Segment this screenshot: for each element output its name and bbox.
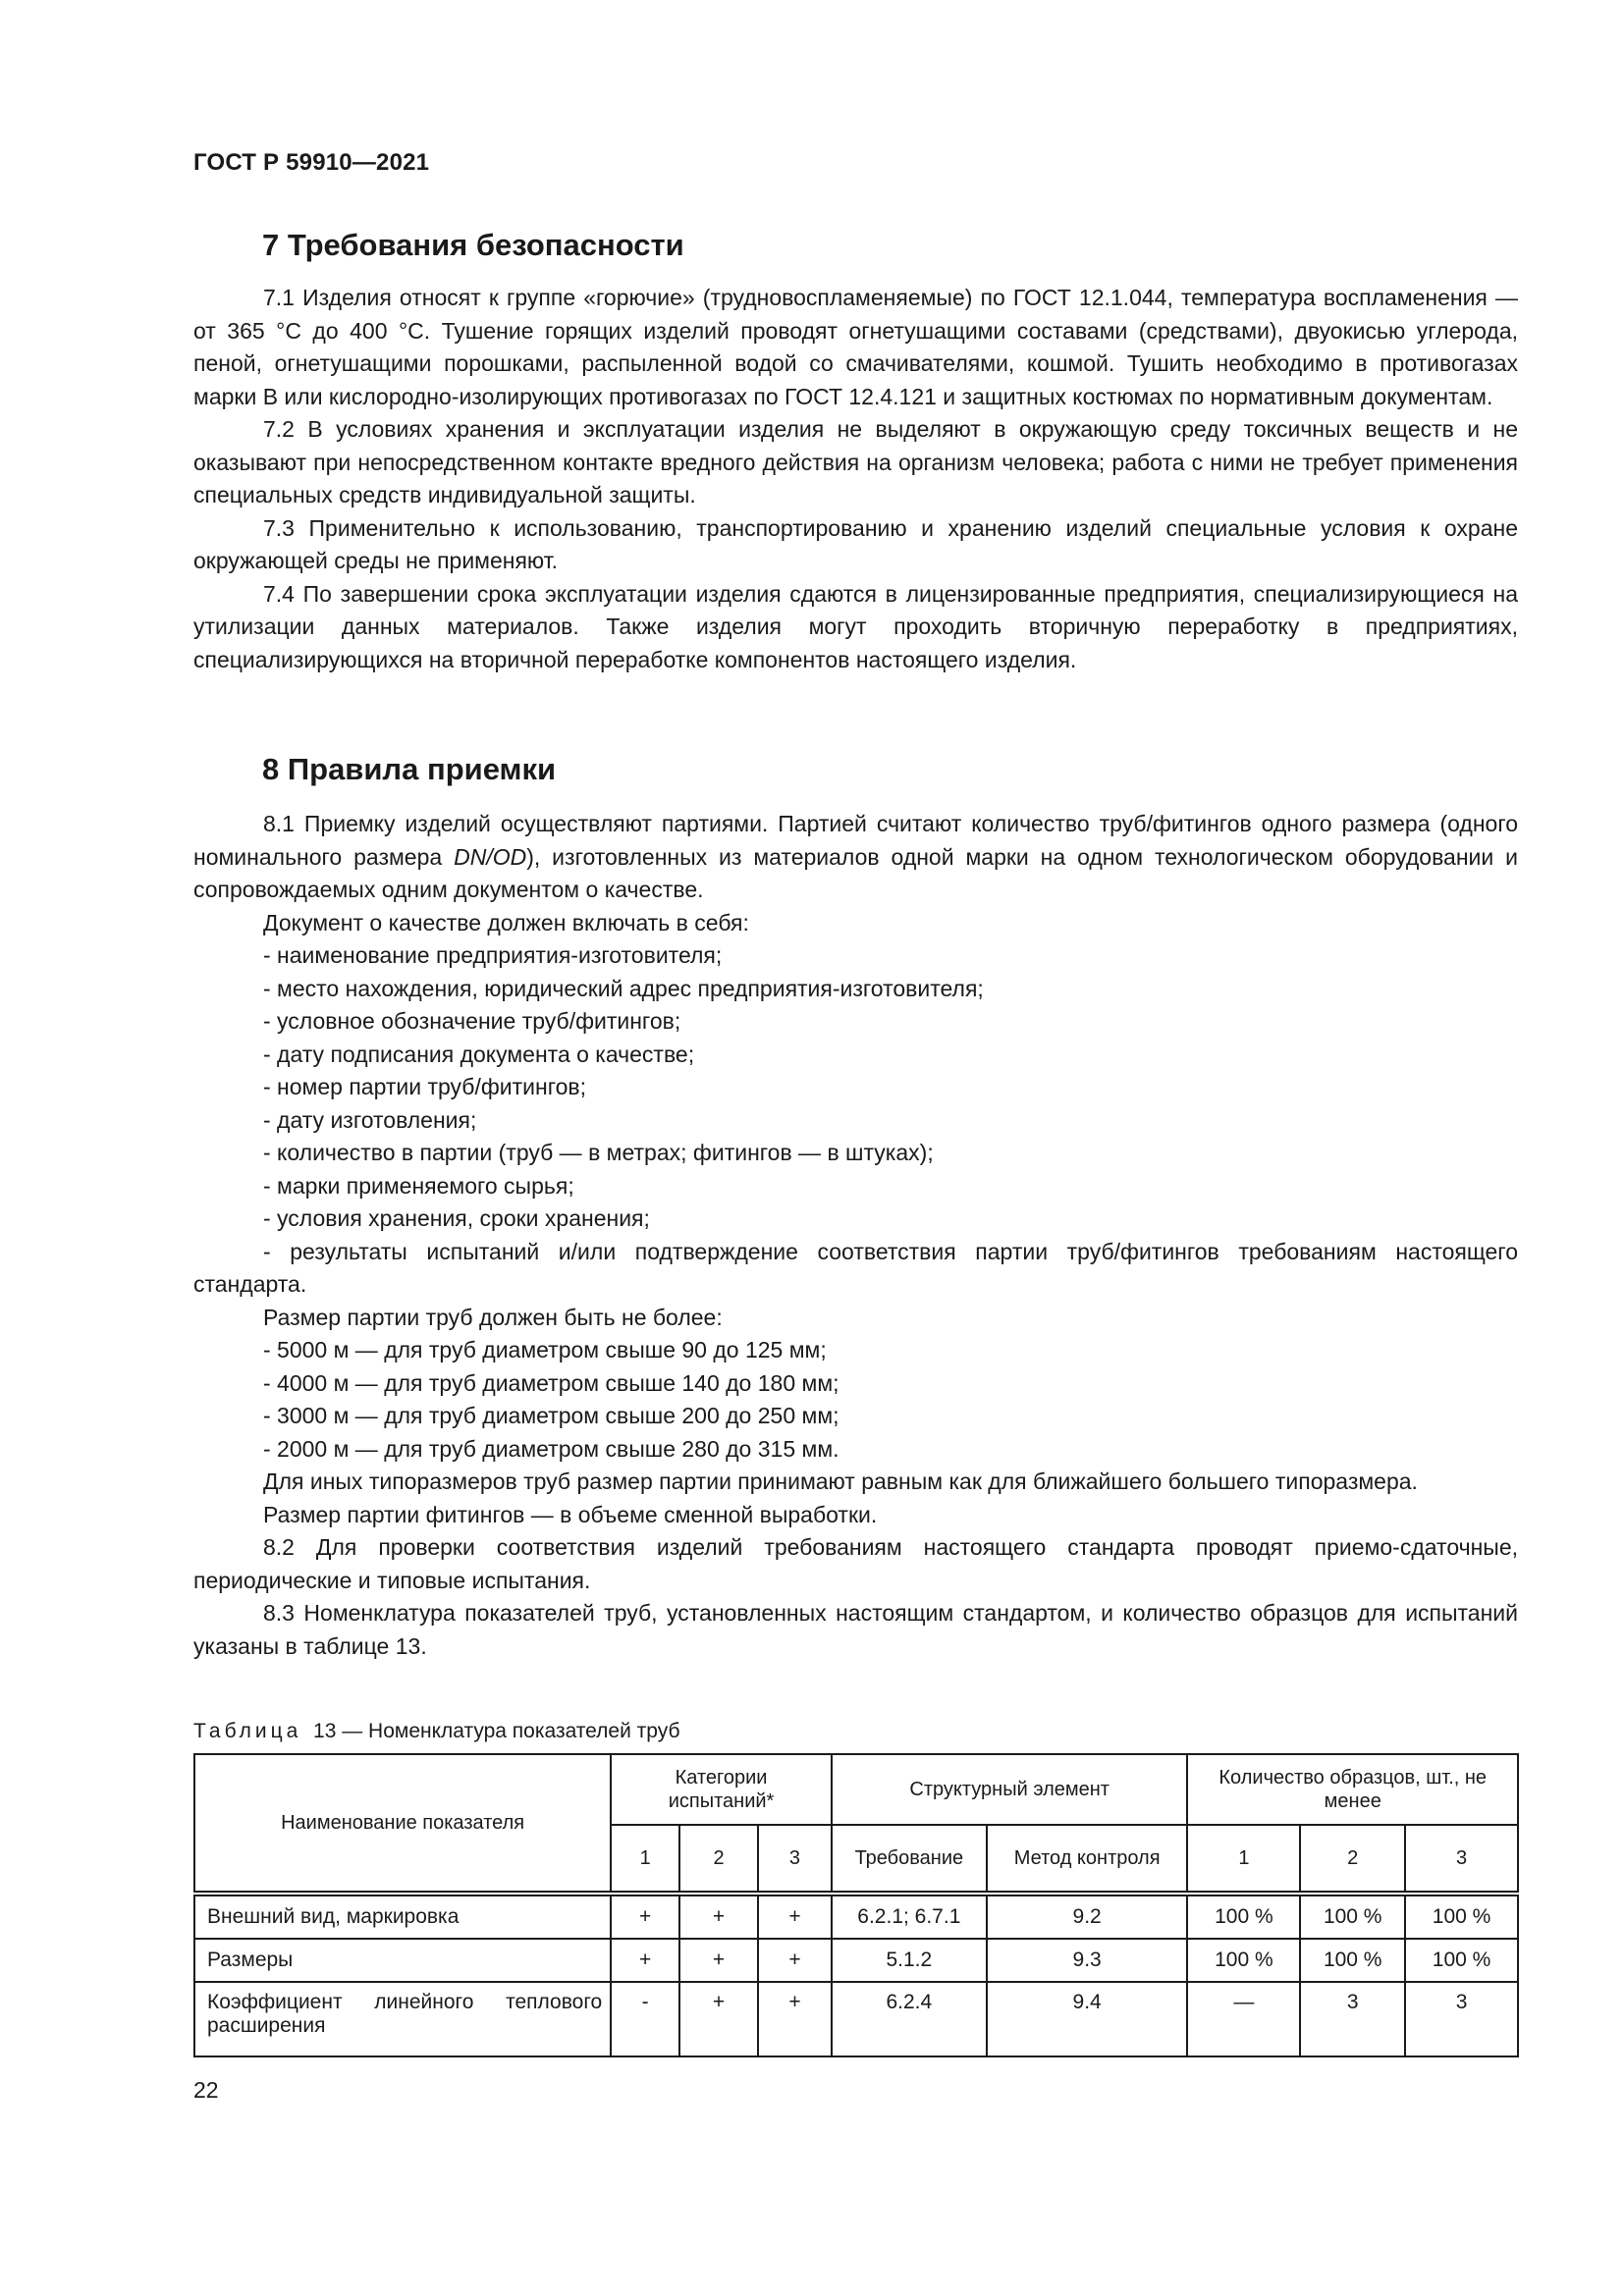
cell-requirement: 5.1.2 [832,1939,987,1982]
section-8-body [193,808,1518,1663]
table-13-caption [193,1720,679,1743]
header-structural-element: Структурный элемент [832,1754,1188,1825]
cell-method: 9.2 [987,1894,1188,1939]
paragraph-7-4: 7.4 По завершении срока эксплуатации изделия сдаются в лицензированные предприятия, специализирующиеся на утилизации данных материалов. Также изделия могут проходить вторичную переработку в предприятиях, специализирующихся на вторичной переработке компонентов настоящего изделия. [193,580,1518,672]
header-category-1: 1 [611,1825,679,1894]
cell-category: + [679,1894,758,1939]
cell-samples: 100 % [1405,1894,1518,1939]
cell-samples: — [1187,1982,1300,2056]
cell-category: + [611,1894,679,1939]
cell-category: - [611,1982,679,2056]
quality-doc-intro: Документ о качестве должен включать в себя: [263,909,749,935]
paragraph-8-1: 8.1 Приемку изделий осуществляют партиями. Партией считают количество труб/фитингов одного размера (одного номинального размера DN/OD), изготовленных из материалов одной марки на одном технологическом оборудовании и сопровождаемых одним документом о качестве. [193,811,1518,902]
document-id-header: ГОСТ Р 59910—2021 [193,149,430,176]
table-row [194,1939,1518,1982]
page-number: 22 [193,2077,219,2103]
header-samples-2: 2 [1300,1825,1405,1894]
quality-doc-item: - условное обозначение труб/фитингов; [263,1008,681,1034]
dn-od-term: DN/OD [454,843,527,870]
cell-samples: 100 % [1300,1894,1405,1939]
fittings-batch-paragraph: Размер партии фитингов — в объеме сменной выработки. [263,1501,878,1527]
quality-doc-item: - место нахождения, юридический адрес предприятия-изготовителя; [263,975,984,1001]
quality-doc-item: - условия хранения, сроки хранения; [263,1205,650,1231]
header-sample-count: Количество образцов, шт., не менее [1187,1754,1518,1825]
cell-requirement: 6.2.1; 6.7.1 [832,1894,987,1939]
quality-doc-item: - наименование предприятия-изготовителя; [263,942,723,968]
table-row [194,1982,1518,2056]
cell-samples: 100 % [1187,1939,1300,1982]
header-category-2: 2 [679,1825,758,1894]
paragraph-7-2: 7.2 В условиях хранения и эксплуатации изделия не выделяют в окружающую среду токсичных веществ и не оказывают при непосредственном контакте вредного действия на организм человека; работа с ними не требует применения специальных средств индивидуальной защиты. [193,416,1518,507]
batch-size-item: - 4000 м — для труб диаметром свыше 140 до 180 мм; [263,1369,839,1396]
batch-size-item: - 5000 м — для труб диаметром свыше 90 до 125 мм; [263,1337,827,1362]
cell-samples: 3 [1300,1982,1405,2056]
table-header-row [194,1754,1518,1825]
header-indicator-name: Наименование показателя [194,1754,611,1894]
paragraph-7-1: 7.1 Изделия относят к группе «горючие» (трудновоспламеняемые) по ГОСТ 12.1.044, температура воспламенения — от 365 °С до 400 °С. Тушение горящих изделий проводят огнетушащими составами (средствами), двуокисью углерода, пеной, огнетушащими порошками, распыленной водой со смачивателями, кошмой. Тушить необходимо в противогазах марки В или кислородно-изолирующих противогазах по ГОСТ 12.4.121 и защитных костюмах по нормативным документам. [193,285,1518,409]
section-7-title: 7 Требования безопасности [262,228,684,262]
table-caption-word: Таблица [193,1720,302,1742]
cell-category: + [758,1894,832,1939]
cell-method: 9.4 [987,1982,1188,2056]
cell-samples: 3 [1405,1982,1518,2056]
paragraph-8-3: 8.3 Номенклатура показателей труб, установленных настоящим стандартом, и количество образцов для испытаний указаны в таблице 13. [193,1600,1518,1659]
batch-size-intro: Размер партии труб должен быть не более: [263,1304,723,1330]
header-control-method: Метод контроля [987,1825,1188,1894]
cell-samples: 100 % [1187,1894,1300,1939]
header-samples-1: 1 [1187,1825,1300,1894]
cell-category: + [758,1939,832,1982]
header-test-categories: Категории испытаний* [611,1754,832,1825]
quality-doc-item: - номер партии труб/фитингов; [263,1074,587,1099]
cell-requirement: 6.2.4 [832,1982,987,2056]
batch-size-item: - 2000 м — для труб диаметром свыше 280 до 315 мм. [263,1435,839,1462]
cell-category: + [679,1982,758,2056]
paragraph-7-3: 7.3 Применительно к использованию, транспортированию и хранению изделий специальные условия к охране окружающей среды не применяют. [193,514,1518,573]
quality-doc-item: - дату подписания документа о качестве; [263,1041,695,1067]
cell-category: + [611,1939,679,1982]
cell-indicator-name: Коэффициент линейного теплового расширения [194,1982,611,2056]
cell-samples: 100 % [1300,1939,1405,1982]
cell-category: + [758,1982,832,2056]
table-row [194,1894,1518,1939]
section-8-title: 8 Правила приемки [262,752,557,786]
table-13 [193,1753,1519,2057]
quality-doc-item: - марки применяемого сырья; [263,1172,574,1199]
section-7-body [193,282,1518,676]
quality-doc-item: - результаты испытаний и/или подтверждение соответствия партии труб/фитингов требованиям настоящего стандарта. [193,1238,1518,1297]
table-caption-title: 13 — Номенклатура показателей труб [313,1720,680,1742]
quality-doc-item: - количество в партии (труб — в метрах; фитингов — в штуках); [263,1140,934,1165]
quality-doc-item: - дату изготовления; [263,1106,477,1133]
other-sizes-paragraph: Для иных типоразмеров труб размер партии принимают равным как для ближайшего большего типоразмера. [263,1468,1418,1494]
header-requirement: Требование [832,1825,987,1894]
header-samples-3: 3 [1405,1825,1518,1894]
cell-method: 9.3 [987,1939,1188,1982]
paragraph-8-2: 8.2 Для проверки соответствия изделий требованиям настоящего стандарта проводят приемо-сдаточные, периодические и типовые испытания. [193,1534,1518,1593]
batch-size-item: - 3000 м — для труб диаметром свыше 200 до 250 мм; [263,1403,839,1428]
cell-indicator-name: Внешний вид, маркировка [194,1894,611,1939]
cell-category: + [679,1939,758,1982]
header-category-3: 3 [758,1825,832,1894]
cell-samples: 100 % [1405,1939,1518,1982]
cell-indicator-name: Размеры [194,1939,611,1982]
